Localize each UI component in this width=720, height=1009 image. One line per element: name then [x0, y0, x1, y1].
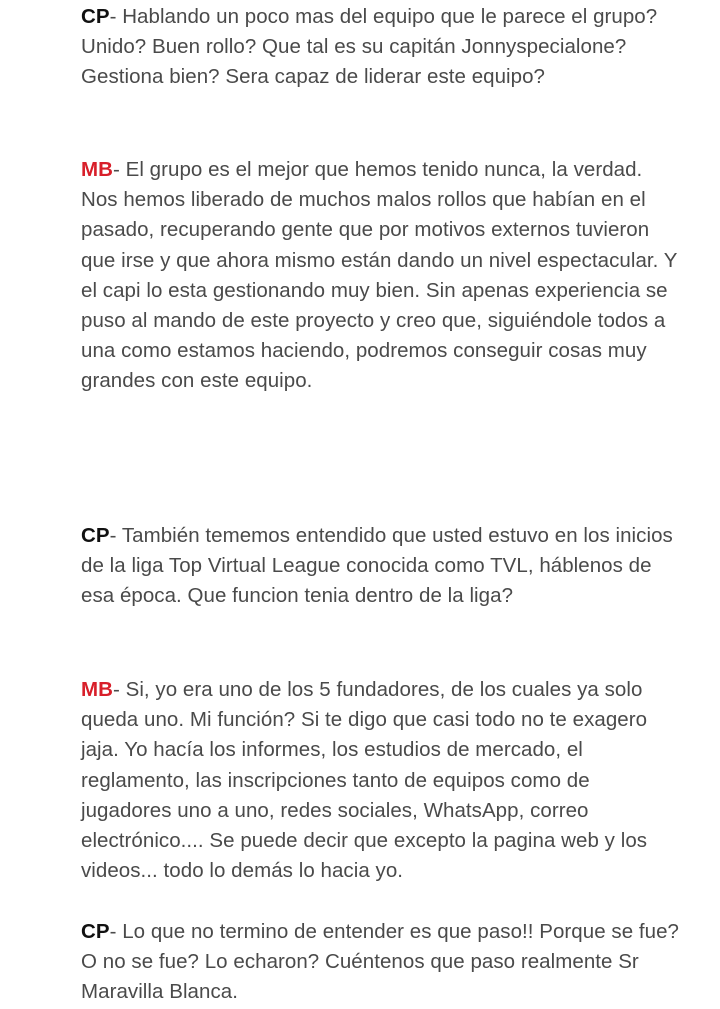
answer-text: - Si, yo era uno de los 5 fundadores, de los cuales ya solo queda uno. Mi función? Si te digo que casi todo no te exagero jaja. Yo hacía los informes, los estudios de mercado, el reglamento, las inscripciones tanto de equipos como de jugadores uno a uno, redes sociales, WhatsApp, correo electrónico.... Se puede decir que excepto la pagina web y los videos... todo lo demás lo hacia yo. — [81, 678, 648, 883]
question-text: - Hablando un poco mas del equipo que le parece el grupo? Unido? Buen rollo? Que tal es su capitán Jonnyspecialone? Gestiona bien? Sera capaz de liderar este equipo? — [81, 5, 658, 89]
question-text: - También tememos entendido que usted estuvo en los inicios de la liga Top Virtual League conocida como TVL, háblenos de esa época. Que funcion tenia dentro de la liga? — [81, 524, 673, 608]
interview-answer — [81, 155, 681, 397]
speaker-label-cp: CP — [81, 5, 110, 28]
answer-text: - El grupo es el mejor que hemos tenido nunca, la verdad. Nos hemos liberado de muchos malos rollos que habían en el pasado, recuperando gente que por motivos externos tuvieron que irse y que ahora mismo están dando un nivel espectacular. Y el capi lo esta gestionando muy bien. Sin apenas experiencia se puso al mando de este proyecto y creo que, siguiéndole todos a una como estamos haciendo, podremos conseguir cosas muy grandes con este equipo. — [81, 158, 678, 393]
speaker-label-cp: CP — [81, 920, 110, 943]
interview-question — [81, 2, 681, 93]
speaker-label-cp: CP — [81, 524, 110, 547]
speaker-label-mb: MB — [81, 158, 113, 181]
interview-question — [81, 521, 681, 612]
interview-question — [81, 917, 681, 1008]
question-text: - Lo que no termino de entender es que paso!! Porque se fue? O no se fue? Lo echaron? Cuéntenos que paso realmente Sr Maravilla Blanca. — [81, 920, 679, 1004]
interview-answer — [81, 675, 681, 886]
speaker-label-mb: MB — [81, 678, 113, 701]
